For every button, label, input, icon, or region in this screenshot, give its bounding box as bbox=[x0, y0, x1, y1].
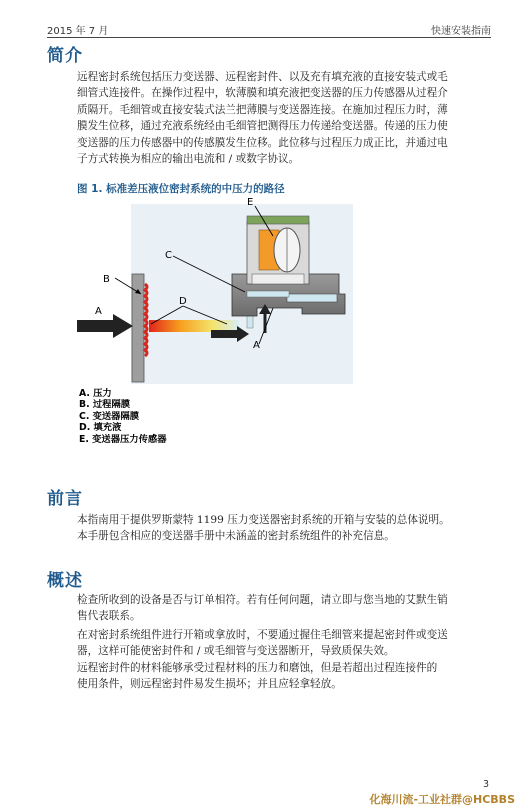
header-rule bbox=[47, 37, 491, 38]
header-date: 2015 年 7 月 bbox=[47, 26, 109, 37]
seal-system-diagram bbox=[77, 196, 377, 386]
overview-paragraph-2 bbox=[77, 627, 493, 660]
overview-paragraph-1 bbox=[77, 592, 493, 625]
intro-paragraph bbox=[77, 69, 493, 167]
overview-paragraph-3 bbox=[77, 660, 493, 693]
label-b: B bbox=[103, 274, 110, 285]
page-number: 3 bbox=[482, 779, 489, 790]
section-title-overview: 概述 bbox=[47, 571, 83, 591]
section-title-preface: 前言 bbox=[47, 489, 83, 509]
circuit-board bbox=[247, 216, 309, 224]
label-e: E bbox=[247, 197, 254, 208]
fluid-passage bbox=[247, 291, 289, 297]
transmitter-diaphragm-slot bbox=[287, 294, 337, 302]
header-guide-title: 快速安装指南 bbox=[431, 26, 491, 37]
legend-item: D. 填充液 bbox=[79, 422, 122, 434]
legend-item: A. 压力 bbox=[79, 388, 112, 399]
intro-line: 变送器的压力传感器中的传感膜发生位移。此位移与过程压力成正比，并通过电 bbox=[77, 136, 448, 149]
legend-item: B. 过程隔膜 bbox=[79, 399, 131, 411]
overview-line: 检查所收到的设备是否与订单相符。若有任何问题，请立即与您当地的艾默生销 bbox=[77, 594, 448, 606]
section-title-intro: 简介 bbox=[47, 46, 83, 66]
overview-line: 售代表联系。 bbox=[77, 610, 141, 623]
label-c: C bbox=[165, 250, 172, 261]
label-a-mid: A bbox=[253, 340, 260, 351]
figure-legend bbox=[79, 388, 167, 445]
overview-line: 使用条件，则远程密封件易发生损坏；并且应轻拿轻放。 bbox=[77, 678, 342, 691]
label-a-left: A bbox=[95, 306, 102, 317]
process-diaphragm bbox=[145, 284, 147, 356]
legend-item: E. 变送器压力传感器 bbox=[79, 433, 167, 445]
intro-line: 细管式连接件。在操作过程中，软薄膜和填充液把变送器的压力传感器从过程介 bbox=[77, 87, 448, 100]
intro-line: 远程密封系统包括压力变送器、远程密封件、以及充有填充液的直接安装式或毛 bbox=[77, 71, 448, 83]
preface-line: 本指南用于提供罗斯蒙特 1199 压力变送器密封系统的开箱与安装的总体说明。 bbox=[77, 514, 450, 526]
watermark: 化海川流-工业社群@HCBBS bbox=[369, 793, 515, 806]
intro-line: 子方式转换为相应的输出电流和 / 或数字协议。 bbox=[77, 153, 300, 166]
figure-title: 图 1. 标准差压液位密封系统的中压力的路径 bbox=[77, 183, 285, 195]
intro-line: 质隔开。毛细管或直接安装式法兰把薄膜与变送器连接。在施加过程压力时，薄 bbox=[77, 103, 448, 116]
overview-line: 在对密封系统组件进行开箱或拿放时，不要通过握住毛细管来提起密封件或变送 bbox=[77, 629, 448, 641]
pressure-arrow-left bbox=[77, 314, 133, 338]
overview-line: 器，这样可能使密封件和 / 或毛细管与变送器断开，导致质保失效。 bbox=[77, 645, 395, 658]
preface-paragraph bbox=[77, 512, 493, 545]
legend-item: C. 变送器隔膜 bbox=[79, 410, 140, 422]
label-d: D bbox=[179, 296, 187, 307]
overview-line: 远程密封件的材料能够承受过程材料的压力和磨蚀，但是若超出过程连接件的 bbox=[77, 662, 438, 674]
preface-line: 本手册包含相应的变送器手册中未涵盖的密封系统组件的补充信息。 bbox=[77, 530, 395, 543]
intro-line: 膜发生位移，通过充液系统经由毛细管把测得压力传递给变送器。传递的压力使 bbox=[77, 120, 448, 133]
